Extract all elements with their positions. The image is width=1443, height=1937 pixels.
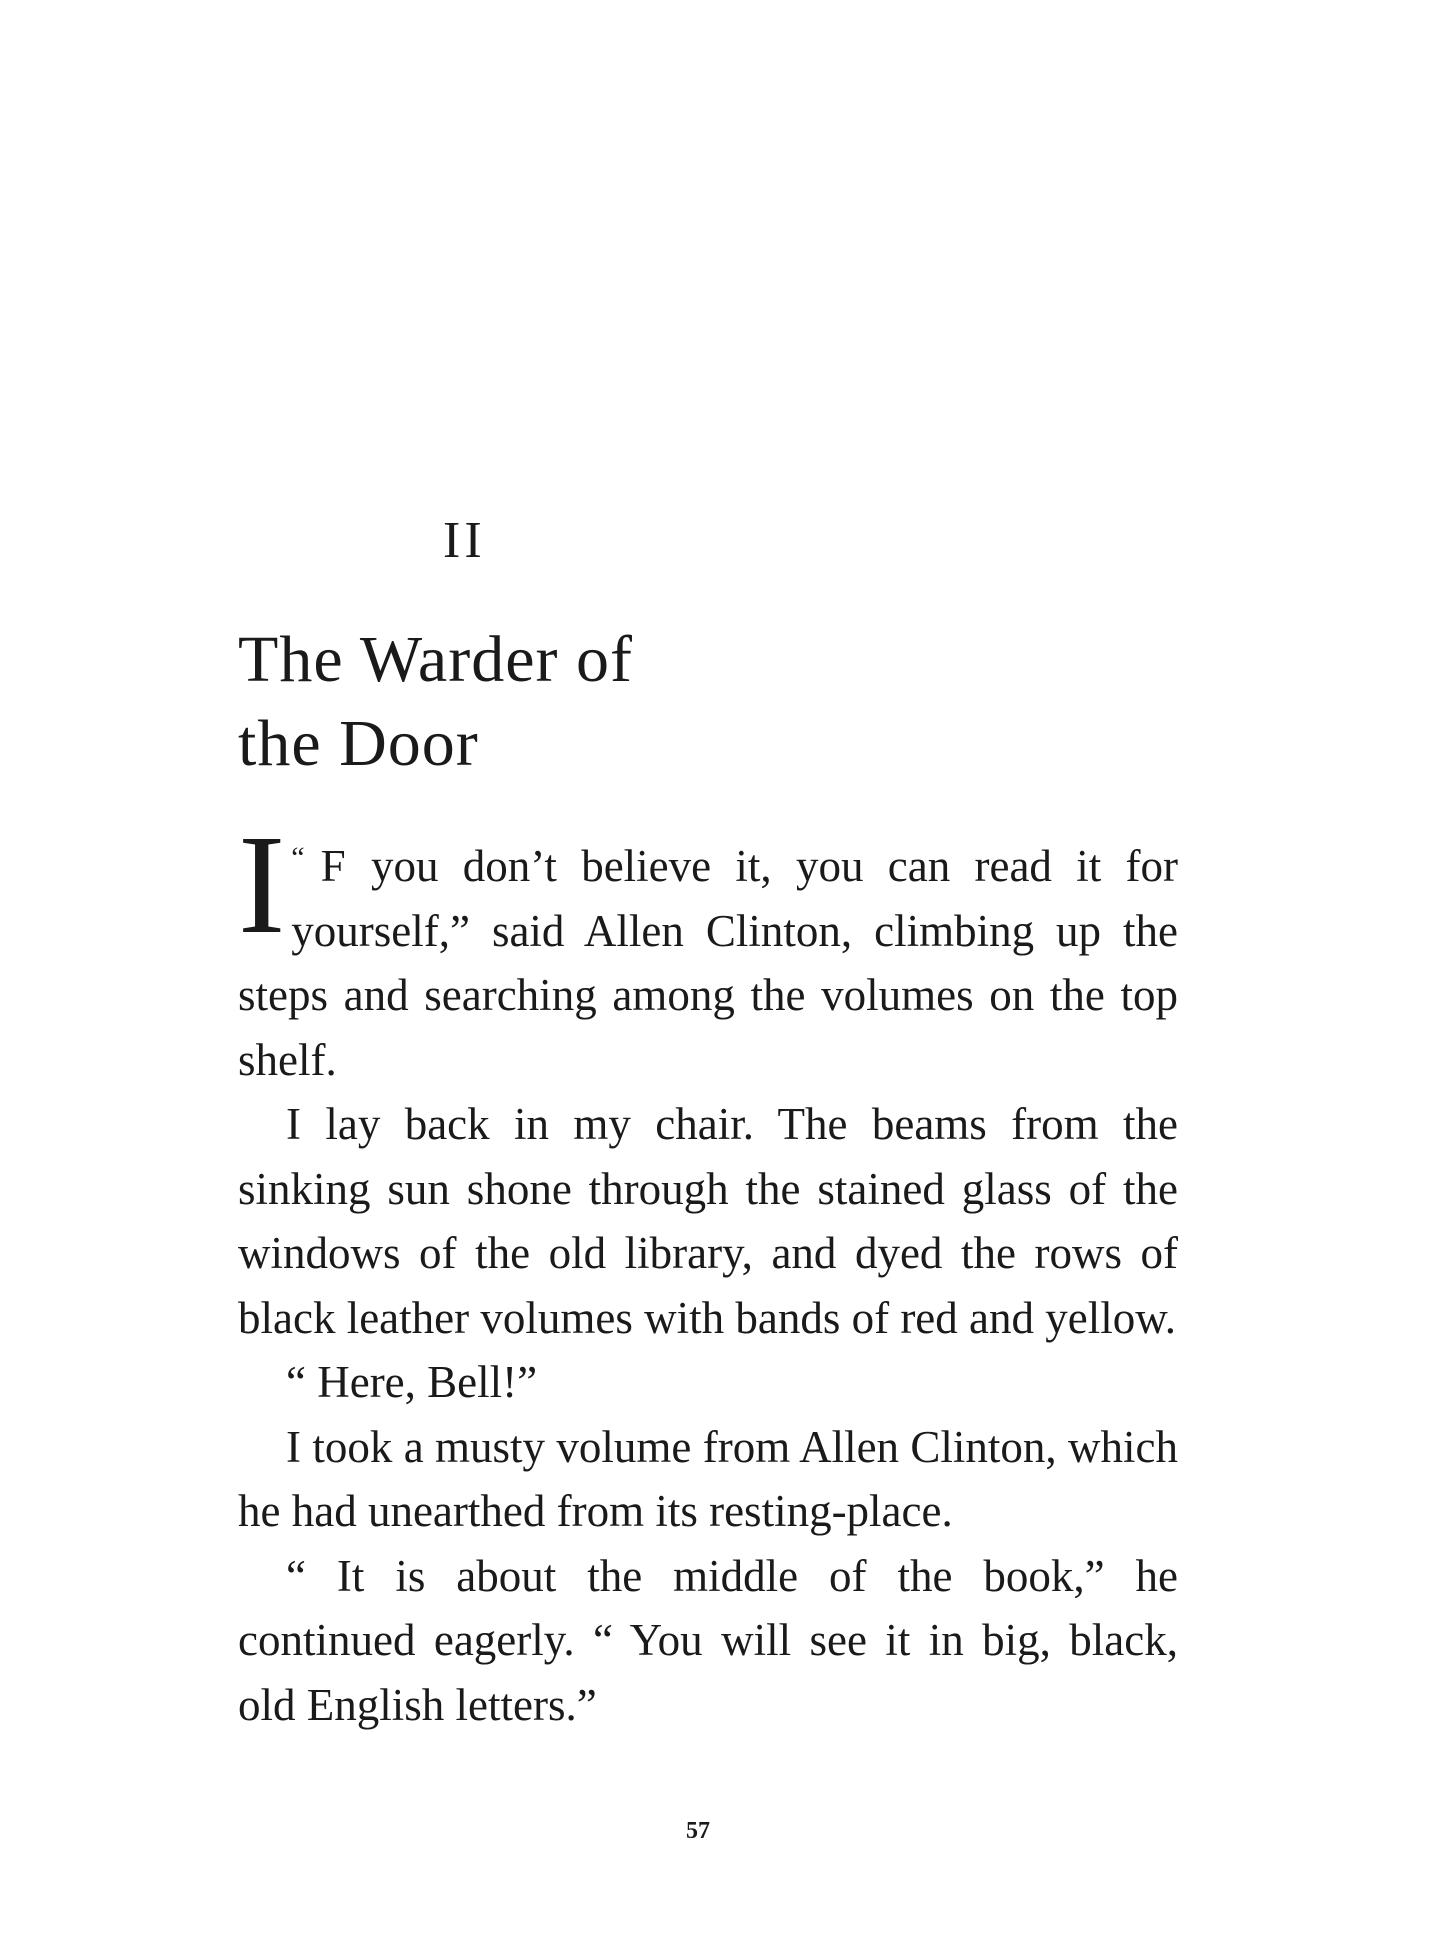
chapter-body xyxy=(238,805,1178,1737)
chapter-number: II xyxy=(443,512,486,569)
opening-paragraph xyxy=(238,805,1178,1092)
opening-text: you don’t believe it, you can read it for yourself,” said Allen Clinton, climbing up the steps and searching among the volumes on the top shelf. xyxy=(238,841,1178,1085)
chapter-title-line-2: the Door xyxy=(238,707,479,780)
page-number: 57 xyxy=(686,1818,710,1844)
chapter-title xyxy=(238,618,938,786)
paragraph: I lay back in my chair. The beams from the sinking sun shone through the stained glass of the windows of the old library, and dyed the rows of black leather volumes with bands of red and yellow. xyxy=(238,1099,1178,1343)
drop-cap-continuation: F xyxy=(320,841,347,891)
paragraph: I took a musty volume from Allen Clinton, which he had unearthed from its resting-place. xyxy=(238,1421,1178,1536)
opening-quote-mark: “ xyxy=(291,841,305,874)
drop-cap: I xyxy=(238,805,286,963)
chapter-title-line-1: The Warder of xyxy=(238,623,633,696)
paragraph: “ It is about the middle of the book,” he continued eagerly. “ You will see it in big, black, old English letters.” xyxy=(238,1550,1178,1730)
paragraph: “ Here, Bell!” xyxy=(286,1357,538,1407)
